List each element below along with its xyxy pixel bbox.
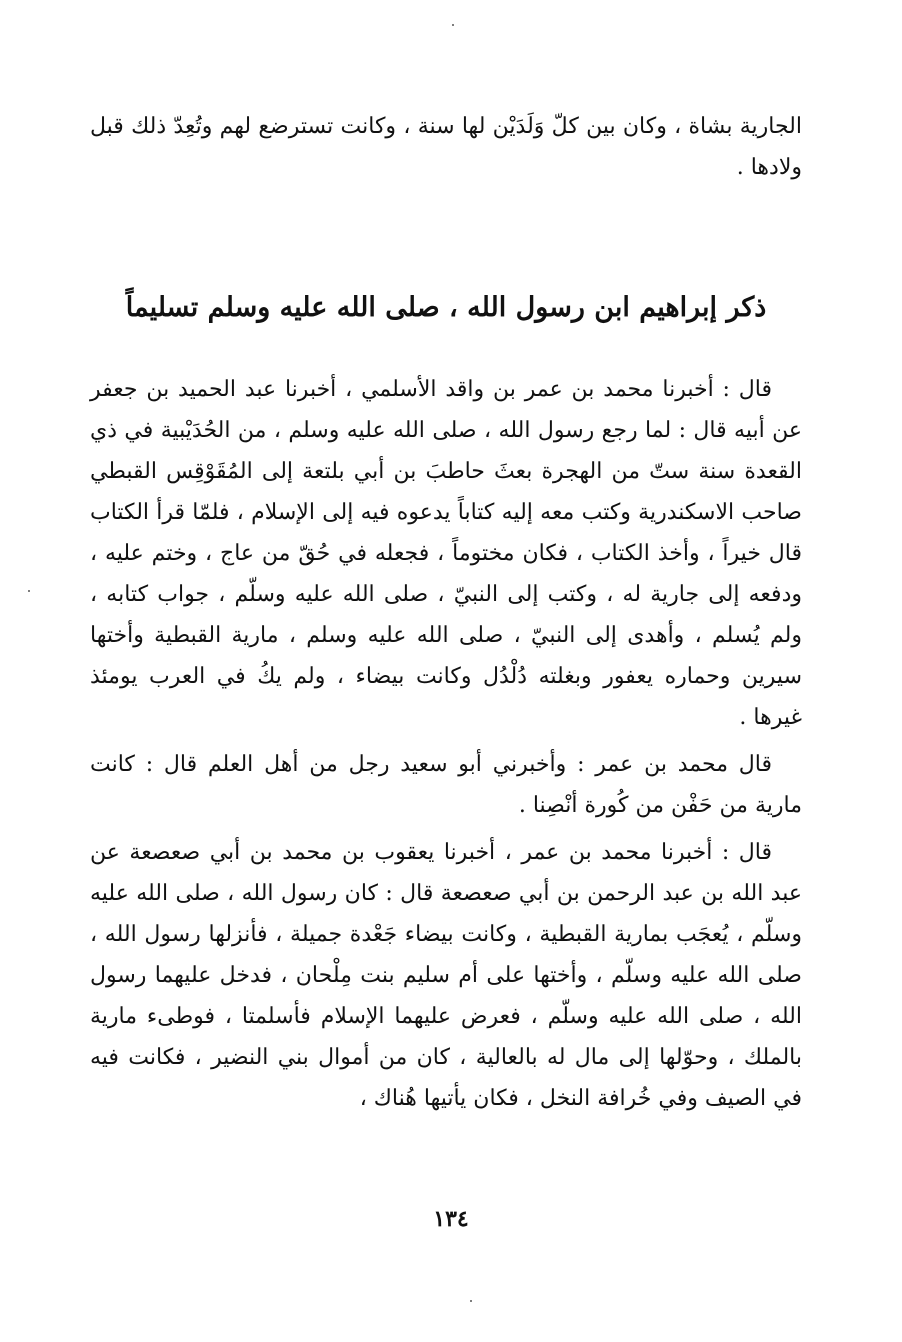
page-number: ١٣٤ — [433, 1206, 469, 1232]
scan-speck — [470, 1300, 472, 1302]
paragraph-3: قال : أخبرنا محمد بن عمر ، أخبرنا يعقوب بن محمد بن أبي صعصعة عن عبد الله بن عبد الرحمن بن أبي صعصعة قال : كان رسول الله ، صلى الله عليه وسلّم ، يُعجَب بمارية القبطية ، وكانت بيضاء جَعْدة جميلة ، فأنزلها رسول الله ، صلى الله عليه وسلّم ، وأختها على أم سليم بنت مِلْحان ، فدخل عليهما رسول الله ، صلى الله عليه وسلّم ، فعرض عليهما الإسلام فأسلمتا ، فوطىء مارية بالملك ، وحوّلها إلى مال له بالعالية ، كان من أموال بني النضير ، فكانت فيه في الصيف وفي خُرافة النخل ، فكان يأتيها هُناك ، — [90, 840, 802, 1111]
paragraph-2: قال محمد بن عمر : وأخبرني أبو سعيد رجل من أهل العلم قال : كانت مارية من حَفْن من كُورة أنْصِنا . — [90, 752, 802, 818]
paragraph-1: قال : أخبرنا محمد بن عمر بن واقد الأسلمي ، أخبرنا عبد الحميد بن جعفر عن أبيه قال : لما رجع رسول الله ، صلى الله عليه وسلم ، من الحُدَيْبية في ذي القعدة سنة ستّ من الهجرة بعثَ حاطبَ بن أبي بلتعة إلى المُقَوْقِس القبطي صاحب الاسكندرية وكتب معه إليه كتاباً يدعوه فيه إلى الإسلام ، فلمّا قرأ الكتاب قال خيراً ، وأخذ الكتاب ، فكان مختوماً ، فجعله في حُقّ من عاج ، وختم عليه ، ودفعه إلى جارية له ، وكتب إلى النبيّ ، صلى الله عليه وسلّم ، جواب كتابه ، ولم يُسلم ، وأهدى إلى النبيّ ، صلى الله عليه وسلم ، مارية القبطية وأختها سيرين وحماره يعفور وبغلته دُلْدُل وكانت بيضاء ، ولم يكُ في العرب يومئذ غيرها . — [90, 377, 802, 730]
section-heading: ذكر إبراهيم ابن رسول الله ، صلى الله عليه وسلم تسليماً — [125, 292, 767, 323]
scan-speck — [28, 590, 30, 592]
scan-speck — [452, 24, 454, 26]
continuation-paragraph: الجارية بشاة ، وكان بين كلّ وَلَدَيْن لها سنة ، وكانت تسترضع لهم وتُعِدّ ذلك قبل ولادها . — [90, 114, 802, 180]
section-body — [90, 369, 802, 1125]
